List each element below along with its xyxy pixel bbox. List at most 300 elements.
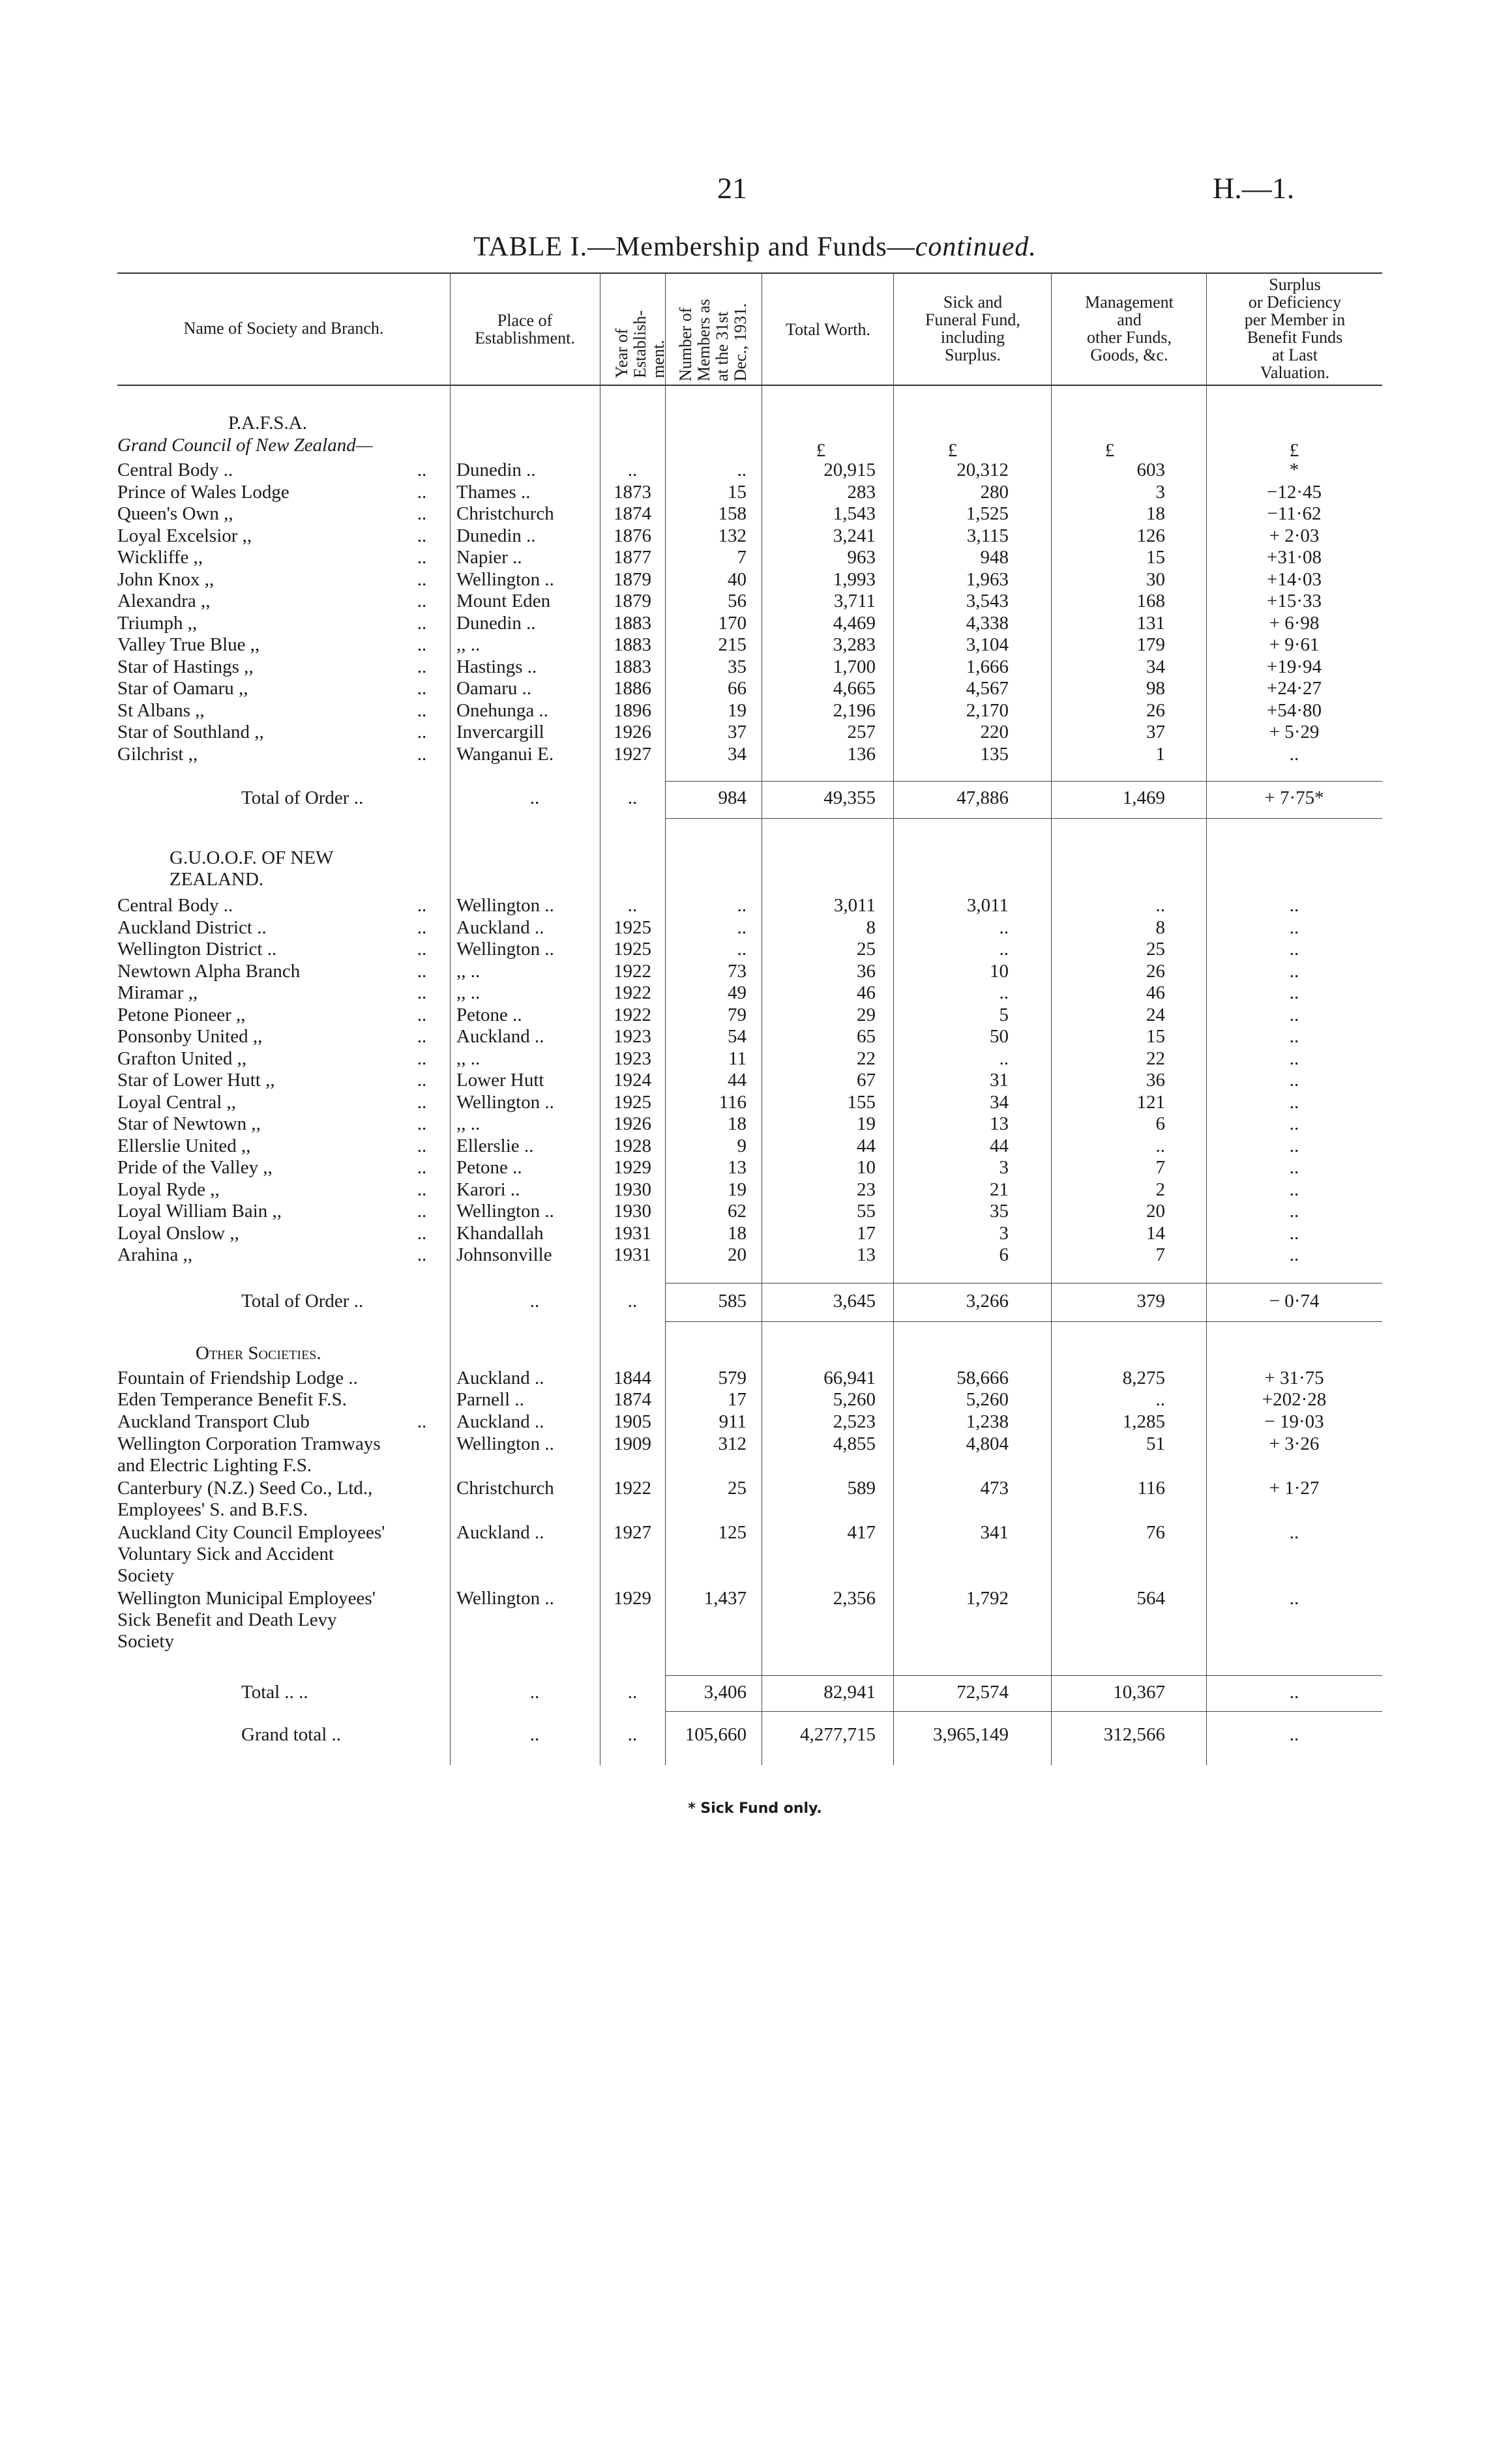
cell-surplus: −11·62 <box>1267 503 1322 524</box>
society-name: Queen's Own ,, <box>117 503 233 524</box>
cell-sick: .. <box>999 917 1009 938</box>
cell-place: Onehunga .. <box>456 699 548 721</box>
cell-surplus: .. <box>1289 1201 1299 1222</box>
total-members: 585 <box>718 1291 747 1312</box>
cell-place: Petone .. <box>456 1157 522 1178</box>
cell-year: 1896 <box>614 699 651 721</box>
cell-worth: 3,711 <box>833 591 876 611</box>
cell-members: 37 <box>728 722 747 742</box>
leader-dots: .. <box>417 1157 427 1178</box>
total-place: .. <box>529 1682 540 1703</box>
cell-place: Wellington .. <box>456 1201 554 1222</box>
society-name: Star of Oamaru ,, <box>117 678 248 699</box>
cell-surplus: + 2·03 <box>1269 525 1320 546</box>
cell-surplus: + 31·75 <box>1264 1368 1324 1388</box>
cell-surplus: .. <box>1289 939 1299 960</box>
cell-place: Hastings .. <box>456 656 537 677</box>
leader-dots: .. <box>417 1179 427 1200</box>
cell-members: 170 <box>718 612 747 634</box>
cell-place: Karori .. <box>456 1179 520 1200</box>
cell-worth: 589 <box>847 1478 876 1499</box>
cell-year: 1924 <box>614 1070 651 1091</box>
cell-year: 1874 <box>614 1389 651 1410</box>
cell-members: 20 <box>728 1244 747 1265</box>
cell-place: ,, .. <box>456 634 481 655</box>
leader-dots: .. <box>417 1091 427 1113</box>
total-place: .. <box>529 787 540 808</box>
cell-worth: 22 <box>857 1048 876 1069</box>
cell-surplus: .. <box>1289 1091 1299 1113</box>
cell-place: ,, .. <box>456 982 481 1003</box>
leader-dots: .. <box>417 917 427 938</box>
cell-mgmt: 2 <box>1155 1179 1165 1200</box>
cell-mgmt: 126 <box>1136 525 1165 546</box>
cell-place: Wellington .. <box>456 939 554 960</box>
cell-place: Auckland .. <box>456 1368 544 1388</box>
cell-mgmt: 26 <box>1146 699 1165 721</box>
cell-sick: 6 <box>999 1244 1009 1265</box>
leader-dots: .. <box>417 743 427 765</box>
cell-surplus: .. <box>1289 1113 1299 1134</box>
cell-sick: 3,011 <box>966 895 1009 916</box>
cell-worth: 963 <box>847 547 876 568</box>
cell-mgmt: 1 <box>1155 743 1165 765</box>
leader-dots: .. <box>417 1411 427 1432</box>
cell-place: Dunedin .. <box>456 525 536 546</box>
cell-mgmt: 76 <box>1146 1522 1165 1543</box>
cell-members: 312 <box>718 1433 747 1454</box>
cell-place: Wellington .. <box>456 1091 554 1113</box>
total-label: Total .. .. <box>241 1682 308 1703</box>
header-surplus: Surplus or Deficiency per Member in Benefit Funds at Last Valuation. <box>1244 275 1346 382</box>
cell-surplus: + 9·61 <box>1269 634 1320 655</box>
leader-dots: .. <box>417 1026 427 1047</box>
cell-place: Petone .. <box>456 1004 522 1025</box>
table-title-continued: continued. <box>915 232 1037 262</box>
society-name: Wellington District .. <box>117 939 277 960</box>
cell-worth: 67 <box>857 1070 876 1091</box>
header-year: Year of Establish- ment. <box>612 310 668 378</box>
cell-mgmt: 7 <box>1155 1157 1165 1178</box>
cell-members: .. <box>737 460 747 480</box>
total-mgmt: 1,469 <box>1122 787 1165 808</box>
cell-surplus: .. <box>1289 1157 1299 1178</box>
total-sick: 3,965,149 <box>933 1724 1009 1745</box>
cell-year: 1874 <box>614 503 651 524</box>
cell-place: Invercargill <box>456 722 544 742</box>
cell-year: 1925 <box>614 939 651 960</box>
cell-members: 34 <box>728 743 747 765</box>
cell-members: 11 <box>728 1048 747 1069</box>
cell-sick: 341 <box>980 1522 1009 1543</box>
cell-year: 1930 <box>614 1179 651 1200</box>
society-name: Auckland Transport Club <box>117 1411 310 1432</box>
cell-year: 1922 <box>614 1478 651 1499</box>
cell-place: ,, .. <box>456 1113 481 1134</box>
cell-year: 1930 <box>614 1201 651 1222</box>
cell-sick: 1,238 <box>966 1411 1009 1432</box>
cell-surplus: .. <box>1289 982 1299 1003</box>
cell-year: 1922 <box>614 982 651 1003</box>
total-surplus: .. <box>1289 1724 1299 1745</box>
society-name: Grafton United ,, <box>117 1048 247 1069</box>
cell-mgmt: 22 <box>1146 1048 1165 1069</box>
cell-worth: 4,855 <box>833 1433 876 1454</box>
cell-members: 62 <box>728 1201 747 1222</box>
society-name: Loyal Excelsior ,, <box>117 525 252 546</box>
cell-year: 1925 <box>614 1091 651 1113</box>
leader-dots: .. <box>417 1048 427 1069</box>
cell-place: Auckland .. <box>456 1522 544 1543</box>
cell-year: 1922 <box>614 960 651 982</box>
cell-mgmt: 24 <box>1146 1004 1165 1025</box>
society-name: Prince of Wales Lodge <box>117 481 289 503</box>
cell-surplus: .. <box>1289 1004 1299 1025</box>
leader-dots: .. <box>417 1113 427 1134</box>
total-surplus: − 0·74 <box>1269 1291 1320 1312</box>
cell-members: 35 <box>728 656 747 677</box>
cell-members: 579 <box>718 1368 747 1388</box>
cell-surplus: +24·27 <box>1266 678 1322 699</box>
currency-unit: £ <box>816 440 826 461</box>
cell-sick: .. <box>999 1048 1009 1069</box>
cell-mgmt: 30 <box>1146 568 1165 590</box>
cell-mgmt: 37 <box>1146 722 1165 742</box>
total-place: .. <box>529 1724 540 1745</box>
cell-worth: 8 <box>866 917 876 938</box>
total-surplus: + 7·75* <box>1264 787 1324 808</box>
header-sick-fund: Sick and Funeral Fund, including Surplus. <box>925 293 1020 364</box>
total-worth: 82,941 <box>823 1682 876 1703</box>
cell-members: 15 <box>728 481 747 503</box>
cell-worth: 155 <box>847 1091 876 1113</box>
total-bottom-rule <box>665 818 1382 819</box>
cell-year: 1909 <box>614 1433 651 1454</box>
cell-members: 158 <box>718 503 747 524</box>
cell-surplus: .. <box>1289 895 1299 916</box>
cell-sick: 5,260 <box>966 1389 1009 1410</box>
cell-members: 73 <box>728 960 747 982</box>
cell-place: Christchurch <box>456 1478 554 1499</box>
cell-surplus: + 5·29 <box>1269 722 1320 742</box>
society-name: Petone Pioneer ,, <box>117 1004 246 1025</box>
header-total-worth: Total Worth. <box>786 320 870 339</box>
society-name: Central Body .. <box>117 460 233 480</box>
leader-dots: .. <box>417 982 427 1003</box>
leader-dots: .. <box>417 656 427 677</box>
cell-worth: 1,543 <box>833 503 876 524</box>
cell-sick: 5 <box>999 1004 1009 1025</box>
total-members: 105,660 <box>685 1724 747 1745</box>
society-name: Star of Southland ,, <box>117 722 264 742</box>
cell-sick: 135 <box>980 743 1009 765</box>
society-name: Wellington Corporation Tramways and Electric Lighting F.S. <box>117 1433 381 1476</box>
cell-year: 1927 <box>614 743 651 765</box>
cell-sick: 4,804 <box>966 1433 1009 1454</box>
cell-mgmt: .. <box>1155 1135 1165 1156</box>
total-sick: 72,574 <box>956 1682 1009 1703</box>
cell-sick: 1,792 <box>966 1588 1009 1609</box>
cell-sick: 1,963 <box>966 568 1009 590</box>
cell-worth: 36 <box>857 960 876 982</box>
section-heading: P.A.F.S.A. <box>228 413 307 433</box>
leader-dots: .. <box>417 460 427 480</box>
cell-year: 1883 <box>614 634 651 655</box>
total-label: Grand total .. <box>241 1724 342 1745</box>
cell-mgmt: 8,275 <box>1122 1368 1165 1388</box>
total-bottom-rule <box>665 1321 1382 1322</box>
cell-members: 17 <box>728 1389 747 1410</box>
society-name: John Knox ,, <box>117 568 215 590</box>
cell-worth: 3,241 <box>833 525 876 546</box>
cell-members: 18 <box>728 1222 747 1244</box>
cell-members: 1,437 <box>703 1588 747 1609</box>
cell-members: 56 <box>728 591 747 611</box>
cell-surplus: .. <box>1289 1179 1299 1200</box>
cell-year: 1926 <box>614 1113 651 1134</box>
cell-place: ,, .. <box>456 960 481 982</box>
cell-sick: 44 <box>990 1135 1009 1156</box>
cell-surplus: .. <box>1289 1026 1299 1047</box>
total-worth: 4,277,715 <box>800 1724 876 1745</box>
currency-unit: £ <box>1289 440 1299 461</box>
cell-surplus: .. <box>1289 1244 1299 1265</box>
cell-mgmt: 564 <box>1136 1588 1165 1609</box>
total-surplus: .. <box>1289 1682 1299 1703</box>
cell-place: Parnell .. <box>456 1389 524 1410</box>
page-number: 21 <box>717 171 747 205</box>
society-name: Loyal William Bain ,, <box>117 1201 282 1222</box>
cell-worth: 1,700 <box>833 656 876 677</box>
document-code: H.—1. <box>1213 171 1295 205</box>
cell-surplus: .. <box>1289 1522 1299 1543</box>
cell-mgmt: 1,285 <box>1122 1411 1165 1432</box>
cell-place: Khandallah <box>456 1222 544 1244</box>
total-place: .. <box>529 1291 540 1312</box>
leader-dots: .. <box>417 547 427 568</box>
total-mgmt: 379 <box>1136 1291 1165 1312</box>
total-members: 3,406 <box>703 1682 747 1703</box>
cell-place: Wellington .. <box>456 895 554 916</box>
total-mgmt: 312,566 <box>1103 1724 1165 1745</box>
cell-year: 1927 <box>614 1522 651 1543</box>
cell-worth: 2,523 <box>833 1411 876 1432</box>
cell-sick: 35 <box>990 1201 1009 1222</box>
cell-mgmt: 3 <box>1155 481 1165 503</box>
cell-year: 1886 <box>614 678 651 699</box>
cell-sick: 50 <box>990 1026 1009 1047</box>
society-name: Central Body .. <box>117 895 233 916</box>
total-bottom-rule <box>665 1711 1382 1712</box>
cell-worth: 65 <box>857 1026 876 1047</box>
cell-sick: 10 <box>990 960 1009 982</box>
cell-surplus: + 6·98 <box>1269 612 1320 634</box>
cell-year: 1931 <box>614 1222 651 1244</box>
cell-worth: 4,469 <box>833 612 876 634</box>
currency-unit: £ <box>947 440 958 461</box>
total-year: .. <box>627 1291 638 1312</box>
cell-surplus: .. <box>1289 1048 1299 1069</box>
cell-year: 1931 <box>614 1244 651 1265</box>
cell-worth: 19 <box>857 1113 876 1134</box>
cell-mgmt: 168 <box>1136 591 1165 611</box>
cell-sick: 220 <box>980 722 1009 742</box>
cell-members: 215 <box>718 634 747 655</box>
cell-mgmt: 603 <box>1136 460 1165 480</box>
leader-dots: .. <box>417 591 427 611</box>
cell-worth: 55 <box>857 1201 876 1222</box>
cell-year: 1879 <box>614 591 651 611</box>
cell-mgmt: 34 <box>1146 656 1165 677</box>
society-name: Alexandra ,, <box>117 591 211 611</box>
society-name: Wickliffe ,, <box>117 547 203 568</box>
cell-members: 125 <box>718 1522 747 1543</box>
cell-year: 1873 <box>614 481 651 503</box>
cell-surplus: +31·08 <box>1266 547 1322 568</box>
society-name: Canterbury (N.Z.) Seed Co., Ltd., Employees' S. and B.F.S. <box>117 1478 373 1520</box>
leader-dots: .. <box>417 1004 427 1025</box>
total-top-rule <box>665 1675 1382 1676</box>
cell-members: 49 <box>728 982 747 1003</box>
cell-mgmt: 18 <box>1146 503 1165 524</box>
cell-members: 911 <box>718 1411 747 1432</box>
total-sick: 47,886 <box>956 787 1009 808</box>
society-name: Newtown Alpha Branch <box>117 960 301 982</box>
cell-sick: 3,543 <box>966 591 1009 611</box>
cell-sick: 948 <box>980 547 1009 568</box>
cell-surplus: .. <box>1289 1135 1299 1156</box>
header-name: Name of Society and Branch. <box>183 319 384 338</box>
leader-dots: .. <box>417 678 427 699</box>
cell-place: Dunedin .. <box>456 612 536 634</box>
cell-worth: 283 <box>847 481 876 503</box>
cell-place: Mount Eden <box>456 591 551 611</box>
society-name: Eden Temperance Benefit F.S. <box>117 1389 347 1410</box>
cell-mgmt: 14 <box>1146 1222 1165 1244</box>
society-name: Star of Hastings ,, <box>117 656 254 677</box>
society-name: Valley True Blue ,, <box>117 634 260 655</box>
header-place: Place of Establishment. <box>475 311 575 347</box>
cell-worth: 3,011 <box>833 895 876 916</box>
cell-sick: 1,666 <box>966 656 1009 677</box>
cell-year: 1922 <box>614 1004 651 1025</box>
cell-worth: 13 <box>857 1244 876 1265</box>
society-name: Arahina ,, <box>117 1244 193 1265</box>
cell-sick: 34 <box>990 1091 1009 1113</box>
cell-members: 66 <box>728 678 747 699</box>
cell-members: .. <box>737 939 747 960</box>
total-year: .. <box>627 1724 638 1745</box>
cell-year: 1876 <box>614 525 651 546</box>
cell-surplus: +14·03 <box>1266 568 1322 590</box>
cell-mgmt: 25 <box>1146 939 1165 960</box>
cell-sick: 2,170 <box>966 699 1009 721</box>
cell-sick: 3,115 <box>966 525 1009 546</box>
cell-year: 1929 <box>614 1157 651 1178</box>
cell-worth: 23 <box>857 1179 876 1200</box>
cell-mgmt: 46 <box>1146 982 1165 1003</box>
cell-members: 79 <box>728 1004 747 1025</box>
cell-mgmt: 179 <box>1136 634 1165 655</box>
cell-surplus: + 1·27 <box>1269 1478 1320 1499</box>
cell-members: 44 <box>728 1070 747 1091</box>
section-subheading: Grand Council of New Zealand— <box>117 435 373 456</box>
cell-year: 1883 <box>614 612 651 634</box>
cell-place: Ellerslie .. <box>456 1135 534 1156</box>
cell-sick: 31 <box>990 1070 1009 1091</box>
leader-dots: .. <box>417 960 427 982</box>
cell-surplus: * <box>1289 460 1299 480</box>
total-worth: 3,645 <box>833 1291 876 1312</box>
cell-year: 1925 <box>614 917 651 938</box>
header-management: Management and other Funds, Goods, &c. <box>1085 293 1174 364</box>
cell-place: Wellington .. <box>456 568 554 590</box>
society-name: Triumph ,, <box>117 612 198 634</box>
cell-year: 1923 <box>614 1026 651 1047</box>
cell-members: 13 <box>728 1157 747 1178</box>
cell-year: .. <box>627 895 638 916</box>
cell-mgmt: 15 <box>1146 1026 1165 1047</box>
cell-surplus: +15·33 <box>1266 591 1322 611</box>
section-heading: G.U.O.O.F. OF NEW ZEALAND. <box>170 847 334 890</box>
cell-year: 1844 <box>614 1368 651 1388</box>
cell-worth: 1,993 <box>833 568 876 590</box>
leader-dots: .. <box>417 939 427 960</box>
cell-worth: 257 <box>847 722 876 742</box>
cell-worth: 66,941 <box>823 1368 876 1388</box>
society-name: Gilchrist ,, <box>117 743 198 765</box>
cell-sick: 473 <box>980 1478 1009 1499</box>
cell-place: ,, .. <box>456 1048 481 1069</box>
society-name: Pride of the Valley ,, <box>117 1157 273 1178</box>
cell-members: 116 <box>718 1091 747 1113</box>
cell-mgmt: 15 <box>1146 547 1165 568</box>
cell-place: Johnsonville <box>456 1244 552 1265</box>
cell-place: Napier .. <box>456 547 522 568</box>
cell-mgmt: .. <box>1155 1389 1165 1410</box>
cell-year: 1877 <box>614 547 651 568</box>
total-year: .. <box>627 1682 638 1703</box>
cell-year: 1883 <box>614 656 651 677</box>
society-name: Miramar ,, <box>117 982 198 1003</box>
currency-unit: £ <box>1104 440 1115 461</box>
cell-members: 9 <box>737 1135 747 1156</box>
cell-worth: 417 <box>847 1522 876 1543</box>
cell-surplus: − 19·03 <box>1264 1411 1324 1432</box>
leader-dots: .. <box>417 568 427 590</box>
cell-surplus: + 3·26 <box>1269 1433 1320 1454</box>
cell-surplus: +202·28 <box>1262 1389 1327 1410</box>
cell-mgmt: 51 <box>1146 1433 1165 1454</box>
cell-place: Wanganui E. <box>456 743 554 765</box>
cell-mgmt: 98 <box>1146 678 1165 699</box>
cell-sick: 1,525 <box>966 503 1009 524</box>
cell-members: 19 <box>728 699 747 721</box>
cell-mgmt: 6 <box>1155 1113 1165 1134</box>
cell-sick: 21 <box>990 1179 1009 1200</box>
cell-surplus: .. <box>1289 1222 1299 1244</box>
cell-place: Wellington .. <box>456 1588 554 1609</box>
cell-worth: 3,283 <box>833 634 876 655</box>
cell-surplus: .. <box>1289 743 1299 765</box>
total-mgmt: 10,367 <box>1113 1682 1165 1703</box>
cell-surplus: +19·94 <box>1266 656 1322 677</box>
cell-worth: 44 <box>857 1135 876 1156</box>
cell-members: 132 <box>718 525 747 546</box>
cell-worth: 46 <box>857 982 876 1003</box>
cell-sick: 3 <box>999 1157 1009 1178</box>
society-name: Auckland City Council Employees' Voluntary Sick and Accident Society <box>117 1522 385 1586</box>
